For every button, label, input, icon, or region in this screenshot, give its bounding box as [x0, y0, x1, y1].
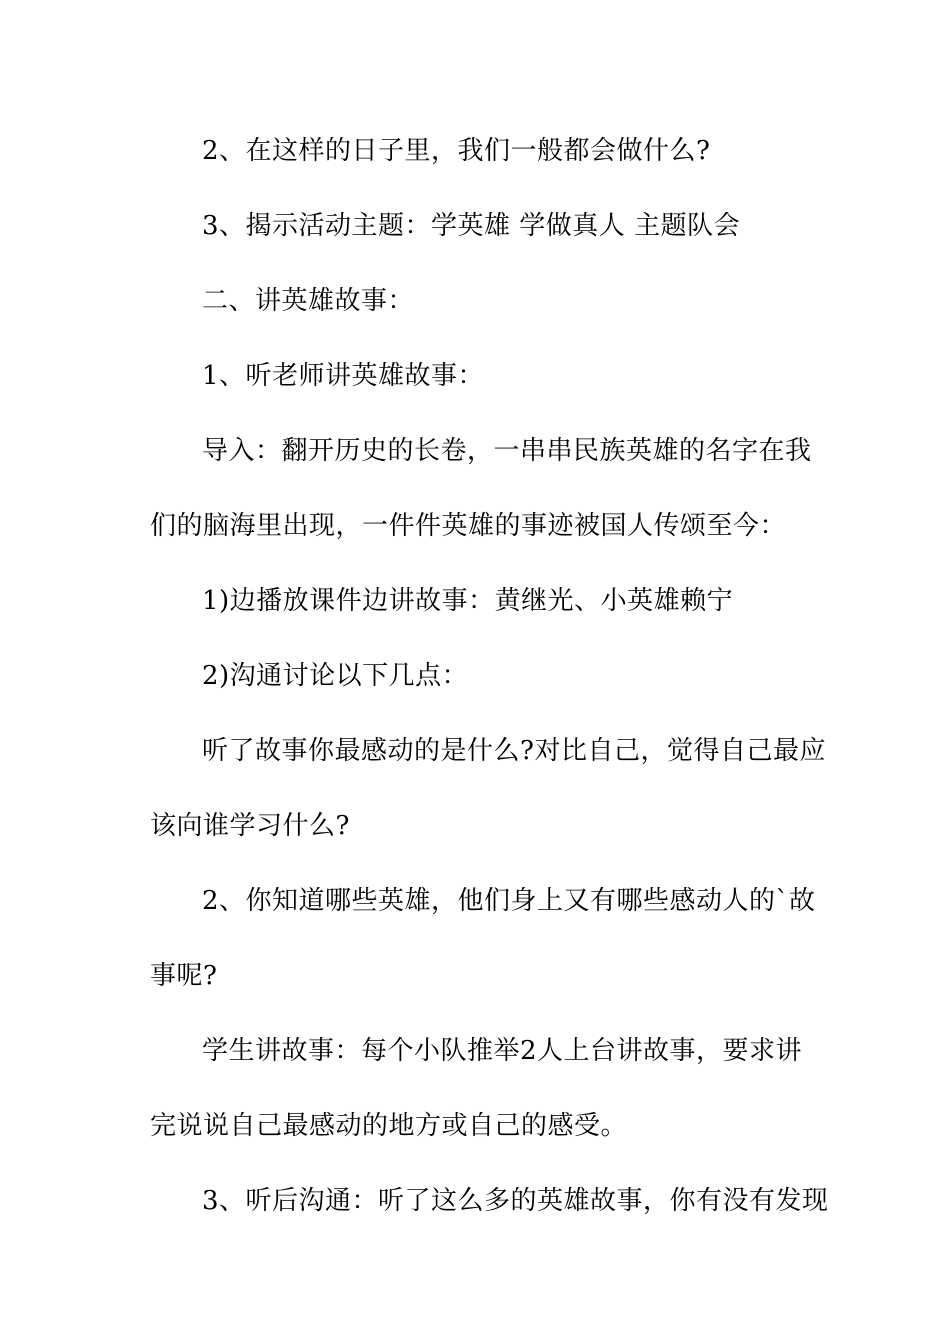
- text-line: 1)边播放课件边讲故事：黄继光、小英雄赖宁: [202, 586, 734, 616]
- paragraph-line: 们的脑海里出现，一件件英雄的事迹被国人传颂至今：: [150, 511, 787, 541]
- paragraph-line: 事呢?: [150, 961, 218, 991]
- paragraph-line: 导入：翻开历史的长卷，一串串民族英雄的名字在我: [202, 436, 812, 466]
- paragraph-line: 3、听后沟通：听了这么多的英雄故事，你有没有发现: [202, 1186, 829, 1216]
- text-line: 3、揭示活动主题：学英雄 学做真人 主题队会: [202, 211, 741, 241]
- text-line: 1、听老师讲英雄故事：: [202, 361, 485, 391]
- paragraph-line: 该向谁学习什么?: [150, 811, 350, 841]
- text-line: 2、在这样的日子里，我们一般都会做什么?: [202, 136, 711, 166]
- text-line: 2)沟通讨论以下几点：: [202, 661, 469, 691]
- paragraph-line: 完说说自己最感动的地方或自己的感受。: [150, 1111, 628, 1141]
- section-heading: 二、讲英雄故事：: [202, 286, 415, 316]
- paragraph-line: 学生讲故事：每个小队推举2人上台讲故事，要求讲: [202, 1036, 803, 1066]
- paragraph-line: 2、你知道哪些英雄，他们身上又有哪些感动人的`故: [202, 886, 816, 916]
- paragraph-line: 听了故事你最感动的是什么?对比自己，觉得自己最应: [202, 736, 826, 766]
